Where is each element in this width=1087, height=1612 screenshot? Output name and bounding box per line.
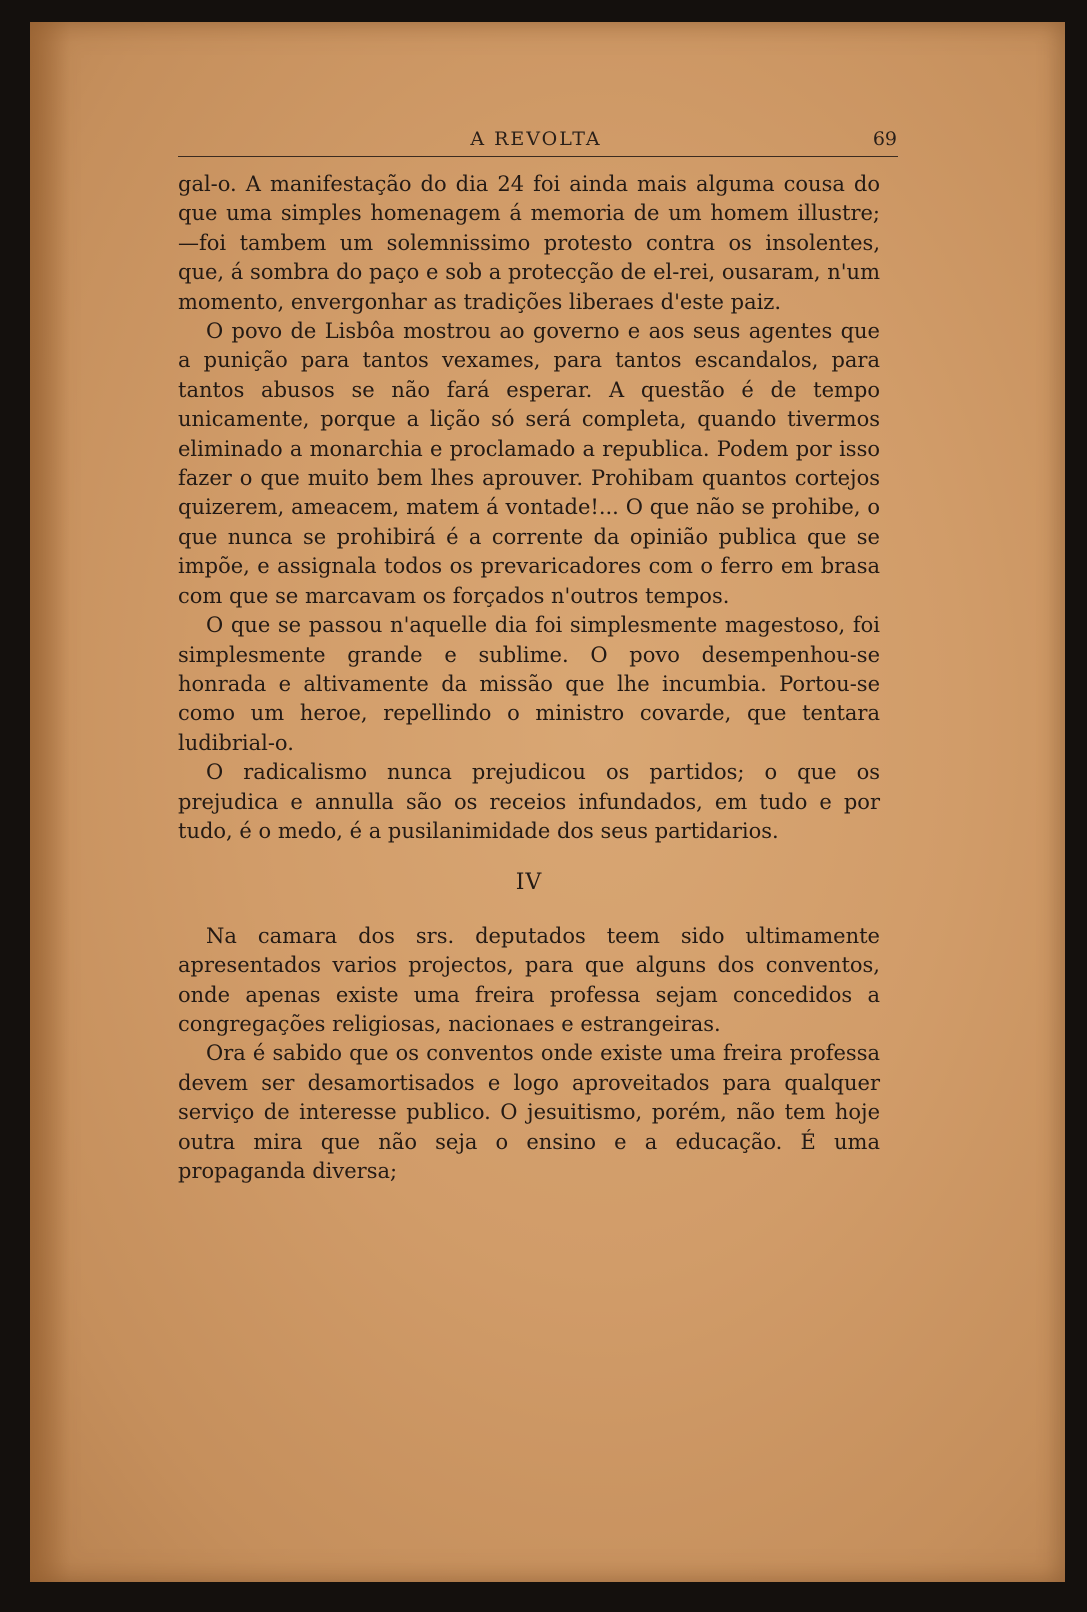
paragraph: Ora é sabido que os conventos onde existe uma freira professa devem ser desamortisados e logo aproveitados para qualquer serviço de interesse publico. O jesuitismo, porém, não tem hoje outra mira que não seja o ensino e a educação. É uma propaganda diversa;: [178, 1041, 880, 1183]
paragraph: O radicalismo nunca prejudicou os partidos; o que os prejudica e annulla são os receios infundados, em tudo e por tudo, é o medo, é a pusilanimidade dos seus partidarios.: [178, 760, 880, 843]
paragraph: O que se passou n'aquelle dia foi simplesmente magestoso, foi simplesmente grande e sublime. O povo desempenhou-se honrada e altivamente da missão que lhe incumbia. Portou-se como um heroe, repellindo o ministro covarde, que tentara ludibrial-o.: [178, 613, 880, 755]
paragraph: Na camara dos srs. deputados teem sido ultimamente apresentados varios projectos, para que alguns dos conventos, onde apenas existe uma freira professa sejam concedidos a congregações religiosas, nacionaes e estrangeiras.: [178, 923, 880, 1036]
running-title: A REVOLTA: [470, 128, 602, 150]
paragraph: O povo de Lisbôa mostrou ao governo e aos seus agentes que a punição para tantos vexames, para tantos escandalos, para tantos abusos se não fará esperar. A questão é de tempo unicamente, porque a lição só será completa, quando tivermos eliminado a monarchia e proclamado a republica. Podem por isso fazer o que muito bem lhes aprouver. Prohibam quantos cortejos quizerem, ameacem, matem á vontade!... O que não se prohibe, o que nunca se prohibirá é a corrente da opinião publica que se impõe, e assignala todos os prevaricadores com o ferro em brasa com que se marcavam os forçados n'outros tempos.: [178, 319, 880, 608]
paragraph: gal-o. A manifestação do dia 24 foi ainda mais alguma cousa do que uma simples homenagem á memoria de um homem illustre;—foi tambem um solemnissimo protesto contra os insolentes, que, á sombra do paço e sob a protecção de el-rei, ousaram, n'um momento, envergonhar as tradições liberaes d'este paiz.: [178, 172, 880, 314]
page-number: 69: [872, 128, 897, 150]
body-text: [178, 170, 880, 1186]
header-rule: [178, 156, 898, 157]
section-heading: IV: [515, 870, 543, 896]
page-header: [175, 122, 897, 156]
